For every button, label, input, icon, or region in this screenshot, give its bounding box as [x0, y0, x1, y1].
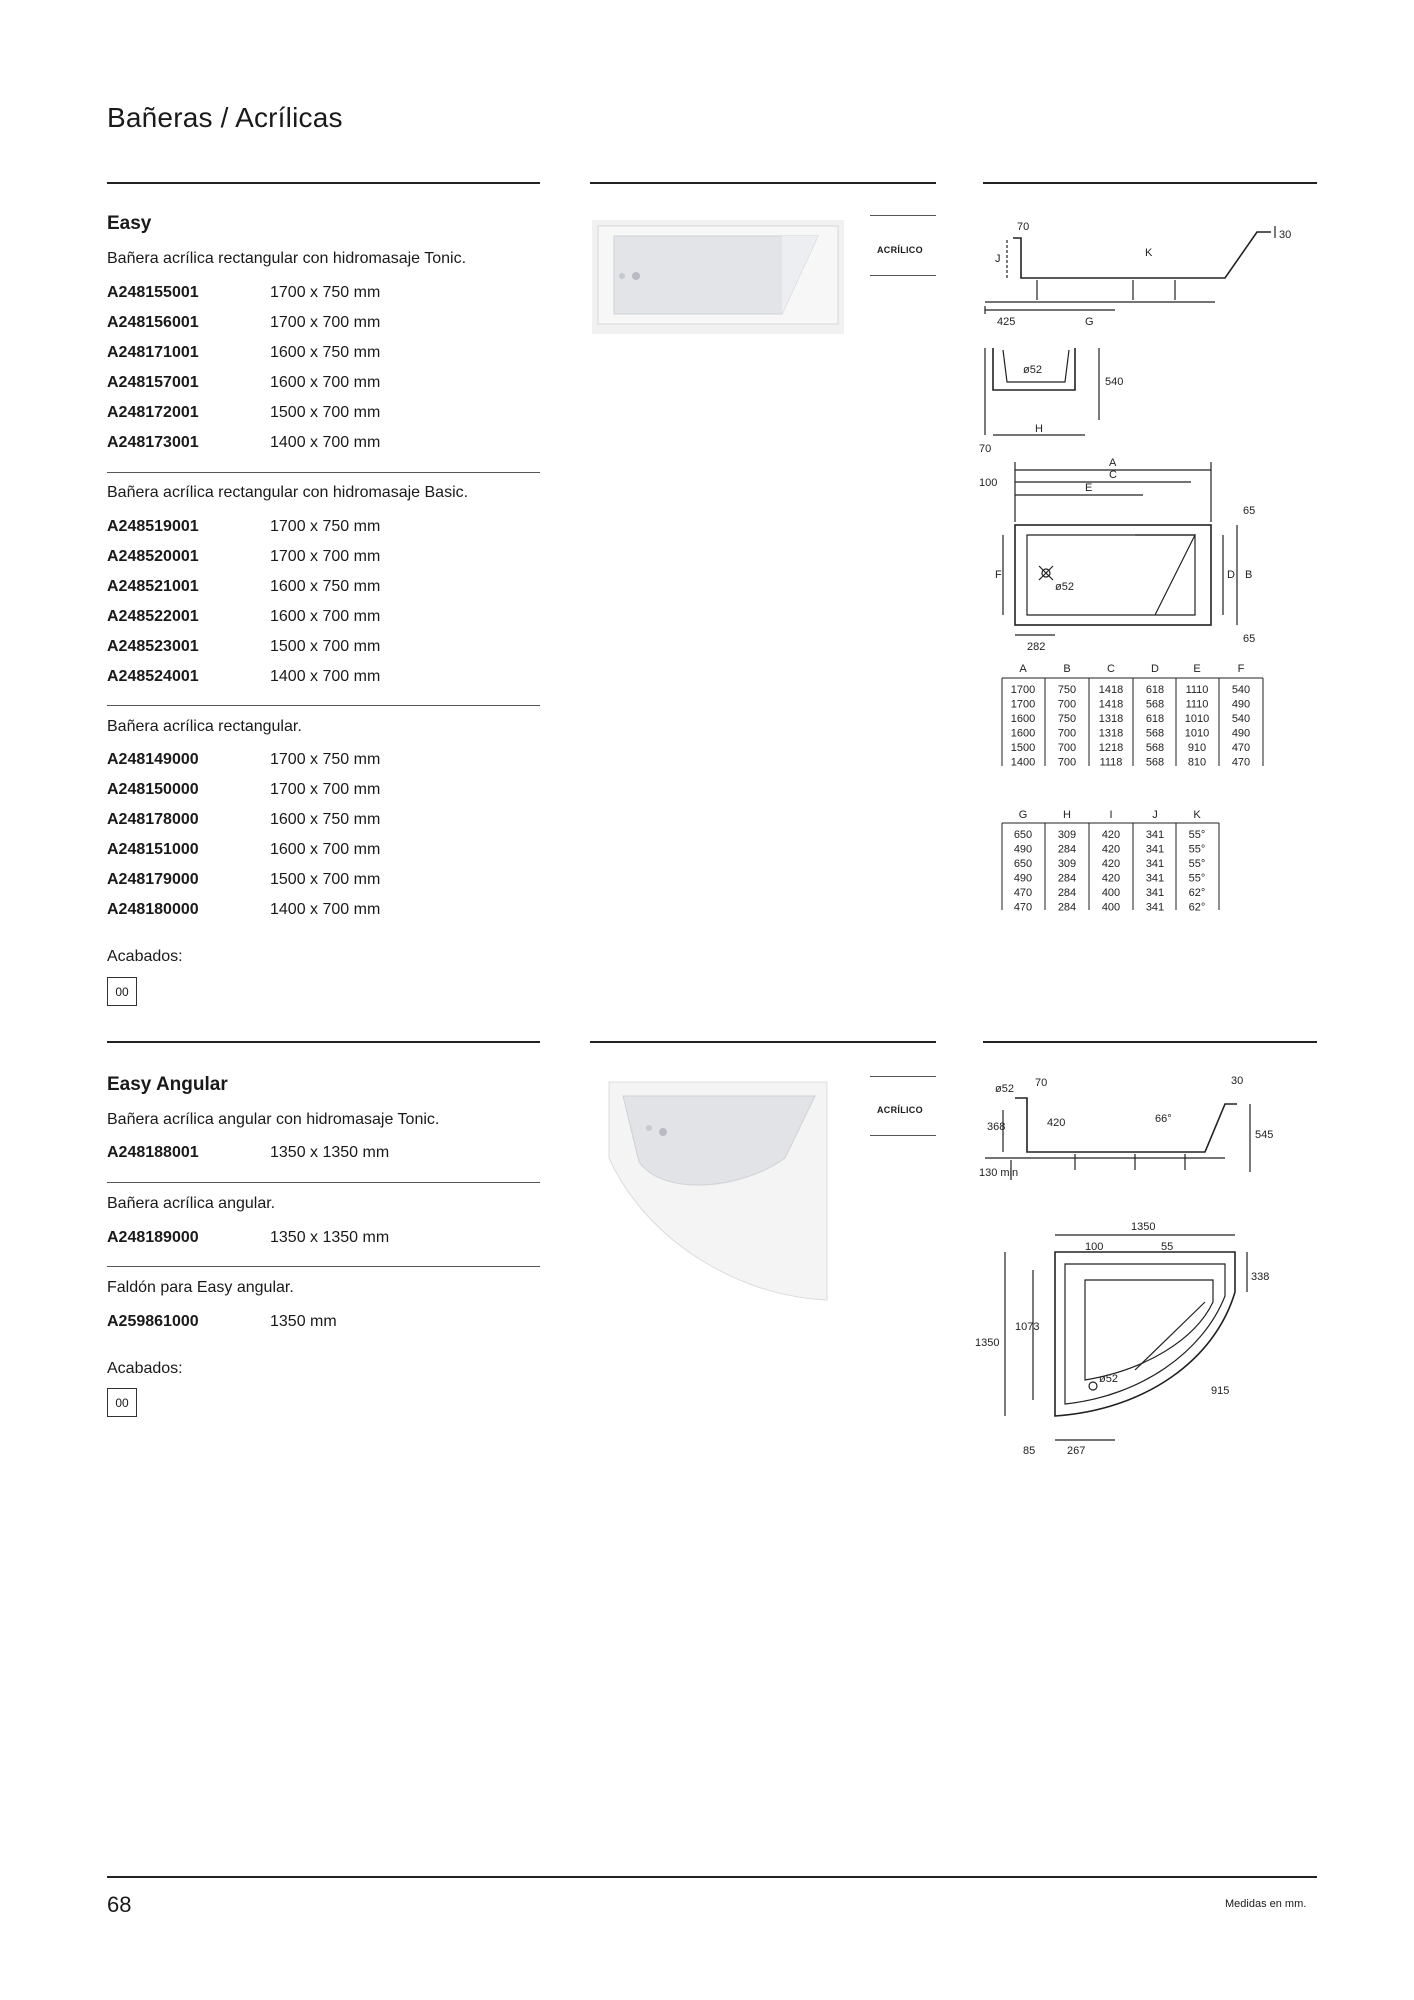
- table-cell: 568: [1145, 698, 1165, 711]
- dim-label: 282: [1027, 641, 1046, 653]
- table-cell: 470: [1231, 756, 1251, 769]
- table-cell: 490: [1231, 727, 1251, 740]
- table-cell: 284: [1057, 843, 1077, 856]
- table-header-cell: E: [1193, 663, 1201, 675]
- table-cell: 618: [1145, 684, 1165, 696]
- dim-label: A: [1109, 457, 1117, 469]
- svg-text:30: 30: [1231, 1075, 1244, 1087]
- product-row: A248151000 1600 x 700 mm: [107, 841, 381, 858]
- table-cell: 284: [1057, 887, 1077, 899]
- product-row: A248189000 1350 x 1350 mm: [107, 1229, 390, 1246]
- group-description: Bañera acrílica angular.: [107, 1195, 276, 1212]
- table-cell: 1600: [1010, 713, 1036, 725]
- svg-text:368: 368: [987, 1121, 1006, 1133]
- finish-swatch: 00: [107, 977, 137, 1006]
- product-row: A248180000 1400 x 700 mm: [107, 901, 381, 918]
- svg-text:1350: 1350: [975, 1337, 1000, 1349]
- dim-label: 65: [1243, 633, 1256, 645]
- product-row: A259861000 1350 mm: [107, 1313, 337, 1330]
- product-row: A248157001 1600 x 700 mm: [107, 374, 381, 391]
- section-divider: [590, 182, 936, 184]
- section-divider: [107, 182, 540, 184]
- table-cell: 55°: [1188, 872, 1206, 885]
- dim-label: ø52: [1055, 581, 1074, 593]
- group-description: Bañera acrílica angular con hidromasaje Tonic.: [107, 1111, 440, 1128]
- footer-note: Medidas en mm.: [1225, 1898, 1307, 1910]
- table-cell: 910: [1187, 742, 1207, 754]
- table-cell: 55°: [1188, 829, 1206, 841]
- group-divider: [107, 472, 540, 473]
- table-cell: 700: [1057, 727, 1077, 740]
- table-cell: 568: [1145, 742, 1165, 754]
- product-row: A248171001 1600 x 750 mm: [107, 344, 381, 361]
- group-description: Bañera acrílica rectangular.: [107, 718, 302, 735]
- technical-drawing-easy: [975, 210, 1315, 950]
- table-cell: 341: [1145, 843, 1165, 856]
- dim-label: D: [1227, 569, 1235, 581]
- dim-label: G: [1085, 316, 1094, 328]
- product-row: A248178000 1600 x 750 mm: [107, 811, 381, 828]
- table-cell: 490: [1013, 843, 1033, 856]
- table-cell: 470: [1013, 901, 1033, 914]
- table-cell: 62°: [1188, 887, 1206, 899]
- material-rule: [870, 1135, 936, 1136]
- dim-label: 540: [1105, 376, 1124, 388]
- table-cell: 568: [1145, 756, 1165, 769]
- table-cell: 420: [1101, 829, 1121, 841]
- table-cell: 341: [1145, 887, 1165, 899]
- table-cell: 55°: [1188, 858, 1206, 870]
- svg-text:545: 545: [1255, 1129, 1274, 1141]
- table-cell: 1318: [1098, 727, 1124, 740]
- table-cell: 1118: [1099, 756, 1123, 769]
- section-divider: [590, 1041, 936, 1043]
- svg-text:915: 915: [1211, 1385, 1230, 1397]
- table-header-cell: B: [1063, 663, 1071, 675]
- table-header-cell: A: [1019, 663, 1027, 675]
- svg-text:85: 85: [1023, 1445, 1036, 1457]
- table-cell: 700: [1057, 756, 1077, 769]
- table-header-cell: D: [1151, 663, 1159, 675]
- table-cell: 1418: [1098, 684, 1124, 696]
- product-row: A248523001 1500 x 700 mm: [107, 638, 381, 655]
- table-cell: 650: [1013, 829, 1033, 841]
- table-cell: 341: [1145, 901, 1165, 914]
- product-row: A248172001 1500 x 700 mm: [107, 404, 381, 421]
- dim-label: H: [1035, 423, 1043, 435]
- svg-text:1350: 1350: [1131, 1221, 1156, 1233]
- group-description: Faldón para Easy angular.: [107, 1279, 294, 1296]
- table-cell: 490: [1231, 698, 1251, 711]
- finish-swatch: 00: [107, 1388, 137, 1417]
- svg-text:66°: 66°: [1155, 1113, 1172, 1125]
- dim-label: F: [995, 569, 1002, 581]
- table-cell: 341: [1145, 858, 1165, 870]
- table-cell: 470: [1231, 742, 1251, 754]
- technical-drawing-easy-angular: [975, 1070, 1315, 1470]
- page-number: 68: [107, 1892, 132, 1917]
- dim-label: 30: [1279, 229, 1292, 241]
- material-rule: [870, 275, 936, 276]
- bathtub-rect-image: [592, 220, 844, 334]
- dim-label: J: [995, 253, 1001, 265]
- svg-text:420: 420: [1047, 1117, 1066, 1129]
- table-cell: 341: [1145, 872, 1165, 885]
- table-cell: 1418: [1098, 698, 1124, 711]
- table-cell: 1218: [1098, 742, 1124, 754]
- table-cell: 1318: [1098, 713, 1124, 725]
- table-cell: 700: [1057, 698, 1077, 711]
- table-header-cell: I: [1109, 809, 1113, 821]
- product-row: A248524001 1400 x 700 mm: [107, 668, 381, 685]
- product-row: A248155001 1700 x 750 mm: [107, 284, 381, 301]
- table-cell: 750: [1057, 684, 1077, 696]
- material-rule: [870, 215, 936, 216]
- table-cell: 420: [1101, 858, 1121, 870]
- dim-label: K: [1145, 247, 1153, 259]
- svg-text:ø52: ø52: [1099, 1373, 1118, 1385]
- table-cell: 1400: [1010, 756, 1036, 769]
- table-cell: 1700: [1010, 684, 1036, 696]
- group-description: Bañera acrílica rectangular con hidromasaje Basic.: [107, 484, 469, 501]
- product-photo-easy-angular: [605, 1078, 830, 1304]
- table-cell: 1500: [1010, 742, 1036, 754]
- table-header-cell: F: [1237, 663, 1245, 675]
- svg-text:ø52: ø52: [995, 1083, 1014, 1095]
- finishes-label: Acabados:: [107, 1360, 183, 1377]
- table-cell: 309: [1057, 829, 1077, 841]
- table-header-cell: J: [1152, 809, 1158, 821]
- svg-text:267: 267: [1067, 1445, 1086, 1457]
- table-cell: 470: [1013, 887, 1033, 899]
- group-divider: [107, 705, 540, 706]
- table-cell: 284: [1057, 872, 1077, 885]
- section-divider: [983, 1041, 1317, 1043]
- material-rule: [870, 1076, 936, 1077]
- svg-text:70: 70: [1035, 1077, 1048, 1089]
- table-cell: 1010: [1184, 727, 1210, 740]
- table-cell: 810: [1187, 756, 1207, 769]
- material-label: ACRÍLICO: [877, 1105, 923, 1115]
- table-header-cell: H: [1063, 809, 1071, 821]
- svg-text:130 min: 130 min: [979, 1167, 1019, 1179]
- dim-label: C: [1109, 469, 1117, 481]
- table-cell: 420: [1101, 872, 1121, 885]
- table-cell: 420: [1101, 843, 1121, 856]
- table-cell: 540: [1231, 713, 1251, 725]
- table-cell: 490: [1013, 872, 1033, 885]
- dim-label: 70: [1017, 221, 1030, 233]
- dim-label: 70: [979, 443, 992, 455]
- product-row: A248521001 1600 x 750 mm: [107, 578, 381, 595]
- bathtub-corner-image: [605, 1078, 830, 1304]
- product-row: A248519001 1700 x 750 mm: [107, 518, 381, 535]
- table-cell: 341: [1145, 829, 1165, 841]
- dim-label: E: [1085, 482, 1093, 494]
- table-cell: 62°: [1188, 901, 1206, 914]
- footer-divider: [107, 1876, 1317, 1878]
- table-header-cell: K: [1193, 809, 1201, 821]
- dim-label: 425: [997, 316, 1016, 328]
- table-header-cell: C: [1107, 663, 1115, 675]
- table-cell: 650: [1013, 858, 1033, 870]
- dim-label: 100: [979, 477, 998, 489]
- svg-text:338: 338: [1251, 1271, 1270, 1283]
- product-title-easy: Easy: [107, 213, 152, 234]
- table-cell: 1110: [1185, 684, 1209, 696]
- page-title: Bañeras / Acrílicas: [107, 102, 343, 133]
- section-divider: [107, 1041, 540, 1043]
- product-row: A248179000 1500 x 700 mm: [107, 871, 381, 888]
- table-cell: 1600: [1010, 727, 1036, 740]
- material-label: ACRÍLICO: [877, 245, 923, 255]
- product-row: A248522001 1600 x 700 mm: [107, 608, 381, 625]
- section-divider: [983, 182, 1317, 184]
- group-divider: [107, 1182, 540, 1183]
- table-header-cell: G: [1018, 809, 1028, 821]
- table-cell: 618: [1145, 713, 1165, 725]
- table-cell: 540: [1231, 684, 1251, 696]
- dim-label: 65: [1243, 505, 1256, 517]
- table-cell: 1110: [1185, 698, 1209, 711]
- table-cell: 55°: [1188, 843, 1206, 856]
- product-row: A248156001 1700 x 700 mm: [107, 314, 381, 331]
- table-cell: 1010: [1184, 713, 1210, 725]
- product-photo-easy: [592, 220, 844, 334]
- dim-label: ø52: [1023, 364, 1042, 376]
- product-row: A248188001 1350 x 1350 mm: [107, 1144, 390, 1161]
- product-row: A248173001 1400 x 700 mm: [107, 434, 381, 451]
- product-row: A248150000 1700 x 700 mm: [107, 781, 381, 798]
- finishes-label: Acabados:: [107, 948, 183, 965]
- product-row: A248520001 1700 x 700 mm: [107, 548, 381, 565]
- svg-text:1073: 1073: [1015, 1321, 1040, 1333]
- table-cell: 400: [1101, 901, 1121, 914]
- table-cell: 750: [1057, 713, 1077, 725]
- table-cell: 568: [1145, 727, 1165, 740]
- table-cell: 400: [1101, 887, 1121, 899]
- table-cell: 700: [1057, 742, 1077, 754]
- table-cell: 309: [1057, 858, 1077, 870]
- table-cell: 284: [1057, 901, 1077, 914]
- product-row: A248149000 1700 x 750 mm: [107, 751, 381, 768]
- svg-text:55: 55: [1161, 1241, 1174, 1253]
- dim-label: B: [1245, 569, 1253, 581]
- product-title-easy-angular: Easy Angular: [107, 1074, 228, 1095]
- svg-text:100: 100: [1085, 1241, 1104, 1253]
- group-description: Bañera acrílica rectangular con hidromasaje Tonic.: [107, 250, 467, 267]
- group-divider: [107, 1266, 540, 1267]
- table-cell: 1700: [1010, 698, 1036, 711]
